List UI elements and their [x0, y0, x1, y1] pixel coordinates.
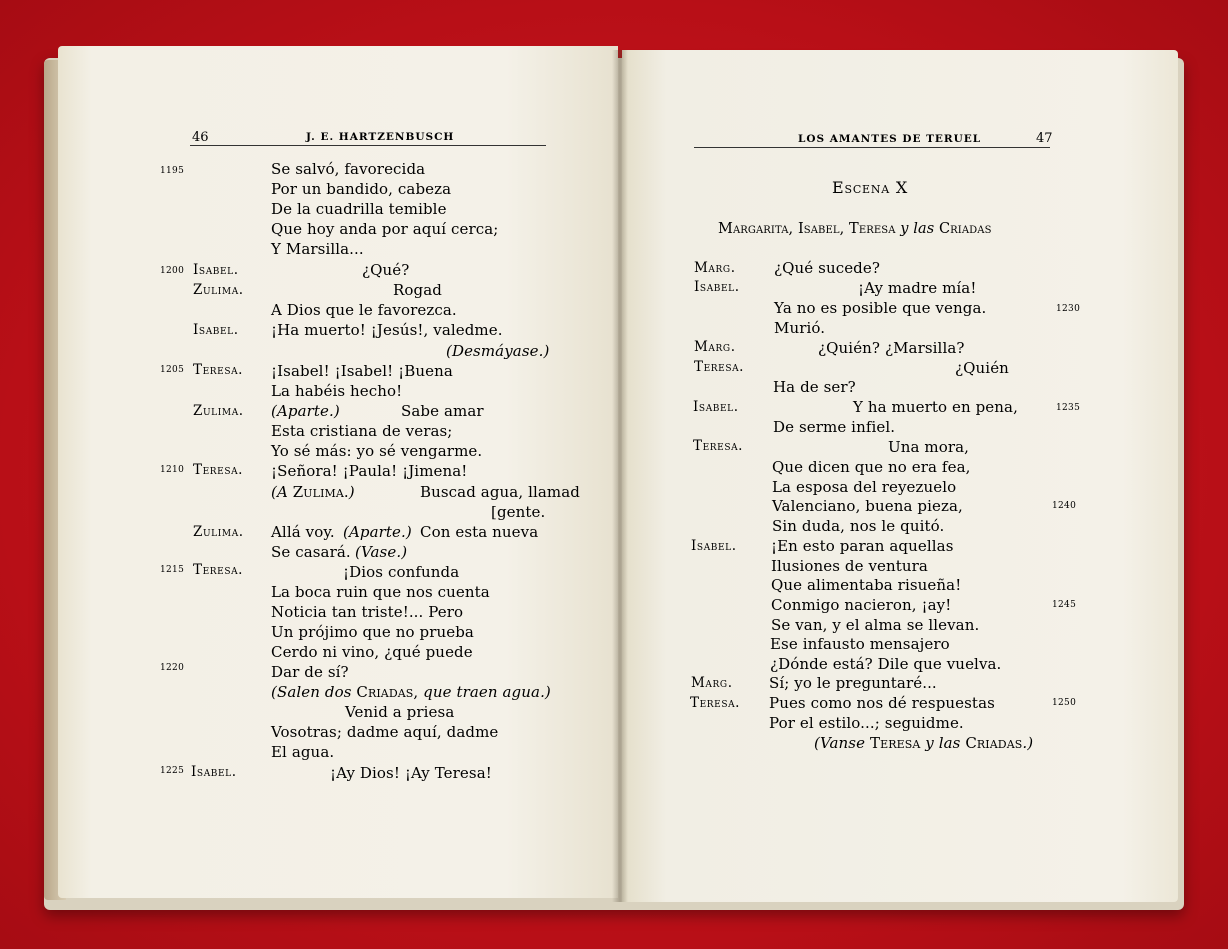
verse-line: ¡Ha muerto! ¡Jesús!, valedme. — [271, 321, 503, 339]
verse-line: Con esta nueva — [420, 523, 539, 541]
stage-direction — [814, 733, 1033, 753]
stage-direction-text: y las — [920, 734, 966, 752]
speaker-label: Zulima. — [193, 282, 244, 298]
scene-title: Escena X — [832, 178, 909, 197]
cast-names: Margarita, Isabel, Teresa — [718, 221, 901, 237]
verse-line: ¡Isabel! ¡Isabel! ¡Buena — [271, 362, 453, 380]
line-number: 1215 — [160, 565, 185, 575]
speaker-label: Zulima. — [193, 403, 244, 419]
stage-direction: (Desmáyase.) — [446, 342, 550, 360]
cast-connector: y las — [900, 221, 939, 237]
verse-line: Sabe amar — [401, 402, 484, 420]
verse-line: ¡En esto paran aquellas — [771, 537, 954, 555]
stage-direction — [271, 682, 551, 702]
verse-line: A Dios que le favorezca. — [271, 301, 457, 319]
right-header-rule — [694, 147, 1050, 148]
verse-line: ¡Ay madre mía! — [858, 279, 977, 297]
verse-line: ¡Ay Dios! ¡Ay Teresa! — [330, 764, 492, 782]
stage-direction: ) — [348, 483, 355, 501]
verse-line: Buscad agua, llamad — [420, 483, 580, 501]
verse-line: Sí; yo le preguntaré... — [769, 674, 937, 692]
stage-direction-text: que traen agua.) — [418, 683, 551, 701]
verse-line: ¿Dónde está? Dile que vuelva. — [770, 655, 1002, 673]
left-header-rule — [190, 145, 546, 146]
speaker-label: Teresa. — [694, 359, 745, 375]
verse-line: ¿Quién — [955, 359, 1009, 377]
verse-line: Cerdo ni vino, ¿qué puede — [271, 643, 473, 661]
line-number: 1220 — [160, 663, 185, 673]
verse-line: Y ha muerto en pena, — [853, 398, 1018, 416]
verse-line: Murió. — [774, 319, 826, 337]
verse-line: Allá voy. — [271, 523, 335, 541]
verse-line: Por un bandido, cabeza — [271, 180, 452, 198]
scene-cast — [718, 219, 992, 239]
verse-line: Se casará. — [271, 543, 351, 561]
speaker-label: Isabel. — [693, 399, 739, 415]
stage-direction: (A — [271, 483, 293, 501]
stage-direction-name: Criadas — [965, 734, 1023, 752]
right-running-head: LOS AMANTES DE TERUEL — [798, 133, 982, 145]
verse-line: Por el estilo...; seguidme. — [769, 714, 964, 732]
cast-names: Criadas — [938, 221, 992, 237]
verse-line: Conmigo nacieron, ¡ay! — [771, 596, 952, 614]
stage-direction-text: (Salen dos — [271, 683, 357, 701]
verse-line: Y Marsilla... — [271, 240, 364, 258]
stage-direction-name: Zulima. — [292, 483, 349, 501]
speaker-label: Teresa. — [690, 695, 741, 711]
speaker-label: Isabel. — [193, 322, 239, 338]
speaker-label: Marg. — [694, 260, 736, 276]
speaker-label: Isabel. — [694, 279, 740, 295]
left-page-number: 46 — [192, 130, 209, 145]
line-number: 1245 — [1052, 600, 1077, 610]
verse-line: Vosotras; dadme aquí, dadme — [271, 723, 499, 741]
speaker-label: Zulima. — [193, 524, 244, 540]
line-number: 1250 — [1052, 698, 1077, 708]
speaker-label: Teresa. — [193, 462, 244, 478]
verse-line: Que alimentaba risueña! — [771, 576, 962, 594]
speaker-label: Marg. — [694, 339, 736, 355]
stage-direction-name: Teresa — [869, 734, 921, 752]
verse-line: Pues como nos dé respuestas — [769, 694, 995, 712]
verse-line: Esta cristiana de veras; — [271, 422, 453, 440]
line-number: 1195 — [160, 166, 185, 176]
verse-line: El agua. — [271, 743, 335, 761]
speaker-label: Teresa. — [193, 562, 244, 578]
verse-line: Yo sé más: yo sé vengarme. — [271, 442, 483, 460]
verse-line: Dar de sí? — [271, 663, 349, 681]
book-gutter — [612, 50, 628, 902]
stage-direction-name: Criadas, — [356, 683, 419, 701]
verse-line: Se van, y el alma se llevan. — [771, 616, 980, 634]
line-number: 1230 — [1056, 304, 1081, 314]
verse-line: La boca ruin que nos cuenta — [271, 583, 490, 601]
speaker-label: Isabel. — [691, 538, 737, 554]
verse-line: De la cuadrilla temible — [271, 200, 447, 218]
verse-line: Ha de ser? — [773, 378, 856, 396]
verse-line: La habéis hecho! — [271, 382, 403, 400]
verse-line: Valenciano, buena pieza, — [772, 497, 963, 515]
stage-direction: (Aparte.) — [343, 523, 412, 541]
verse-line: La esposa del reyezuelo — [772, 478, 957, 496]
speaker-label: Teresa. — [693, 438, 744, 454]
verse-line — [271, 482, 355, 502]
stage-direction-text: (Vanse — [814, 734, 870, 752]
verse-line: ¿Qué? — [362, 261, 410, 279]
verse-line: Sin duda, nos le quitó. — [772, 517, 945, 535]
stage-direction-text: .) — [1022, 734, 1034, 752]
right-page-number: 47 — [1036, 131, 1053, 146]
verse-line: Ya no es posible que venga. — [774, 299, 987, 317]
verse-line: Un prójimo que no prueba — [271, 623, 474, 641]
verse-line: [gente. — [491, 503, 546, 521]
verse-line: ¡Señora! ¡Paula! ¡Jimena! — [271, 462, 468, 480]
verse-line: Ese infausto mensajero — [770, 635, 950, 653]
verse-line: Que hoy anda por aquí cerca; — [271, 220, 499, 238]
line-number: 1210 — [160, 465, 185, 475]
verse-line: ¿Quién? ¿Marsilla? — [818, 339, 965, 357]
verse-line: ¿Qué sucede? — [774, 259, 881, 277]
line-number: 1225 — [160, 766, 185, 776]
speaker-label: Isabel. — [191, 764, 237, 780]
verse-line: De serme infiel. — [773, 418, 896, 436]
verse-line: Una mora, — [888, 438, 970, 456]
line-number: 1205 — [160, 365, 185, 375]
stage-direction: (Vase.) — [355, 543, 408, 561]
speaker-label: Isabel. — [193, 262, 239, 278]
line-number: 1235 — [1056, 403, 1081, 413]
left-running-head: J. E. HARTZENBUSCH — [306, 131, 455, 143]
verse-line: Rogad — [393, 281, 442, 299]
line-number: 1200 — [160, 266, 185, 276]
verse-line: ¡Dios confunda — [343, 563, 460, 581]
line-number: 1240 — [1052, 501, 1077, 511]
verse-line: Venid a priesa — [345, 703, 455, 721]
speaker-label: Marg. — [691, 675, 733, 691]
verse-line: Que dicen que no era fea, — [772, 458, 971, 476]
verse-line: Ilusiones de ventura — [771, 557, 928, 575]
speaker-label: Teresa. — [193, 362, 244, 378]
stage-direction: (Aparte.) — [271, 402, 340, 420]
verse-line: Se salvó, favorecida — [271, 160, 426, 178]
verse-line: Noticia tan triste!... Pero — [271, 603, 464, 621]
